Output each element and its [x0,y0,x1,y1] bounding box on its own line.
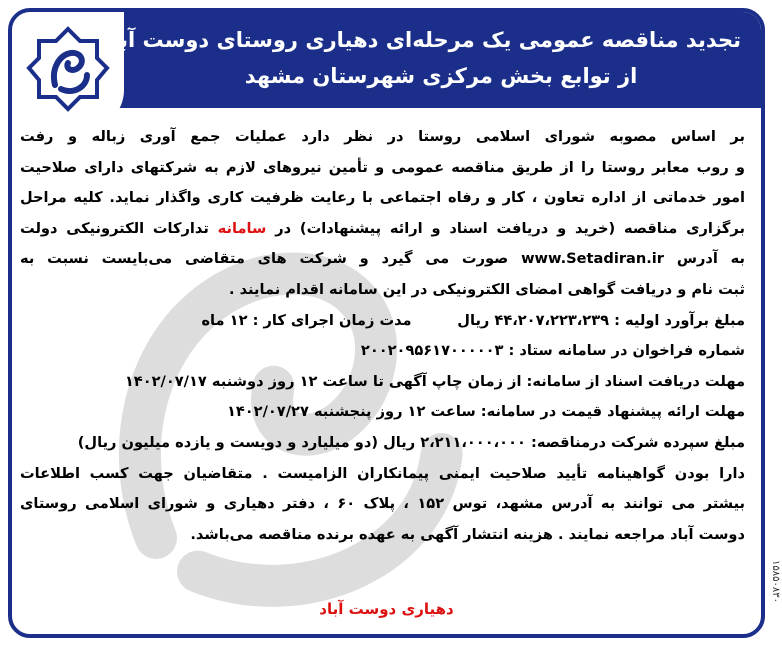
header-title-line-2: از توابع بخش مرکزی شهرستان مشهد [244,64,638,88]
samaneh-highlight: سامانه [217,219,267,237]
body-line-4-start: برگزاری مناقصه (خرید و دریافت اسناد و ارائه پیشنهادات) در [275,219,745,237]
body-line-3: امور خدماتی از اداره تعاون ، کار و رفاه اجتماعی با رعایت ظرفیت کاری واگذار نماید. کلیه مراحل [20,189,745,207]
body-line-1: بر اساس مصوبه شورای اسلامی روستا در نظر دارد عملیات جمع آوری زباله و رفت [20,128,745,145]
document-deadline-line: مهلت دریافت اسناد از سامانه: از زمان چاپ آگهی تا ساعت ۱۲ روز دوشنبه ۱۴۰۲/۰۷/۱۷ [124,372,745,390]
estimate-line: مبلغ برآورد اولیه : ۴۴،۲۰۷،۲۲۳،۲۳۹ ریال مدت زمان اجرای کار : ۱۲ ماه [201,311,745,329]
municipality-emblem-icon [25,25,111,117]
closing-line-2: بیشتر می توانند به آدرس مشهد، توس ۱۵۲ ، پلاک ۶۰ ، دفتر دهیاری و شورای اسلامی روستای [20,495,746,513]
announcement-body [20,122,745,550]
body-line-5 [20,244,745,275]
body-line-4-end: تدارکات الکترونیکی دولت [20,219,209,237]
side-code: ۱۵۸۵۰۸۳۰ [770,560,781,603]
setadiran-url: www.Setadiran.ir [521,250,664,268]
body-line-5-end: صورت می گیرد و شرکت های متقاضی می‌بایست نسبت به [20,250,509,268]
signature: دهیاری دوست آباد [319,600,454,618]
tender-number-line: شماره فراخوان در سامانه ستاد : ۲۰۰۲۰۹۵۶۱۷۰۰۰۰۰۳ [360,342,745,360]
closing-line-3: دوست آباد مراجعه نمایند . هزینه انتشار آگهی به عهده برنده مناقصه می‌باشد. [190,525,745,543]
body-line-4 [20,214,745,245]
body-line-6: ثبت نام و دریافت گواهی امضای الکترونیکی در این سامانه اقدام نمایند . [228,280,745,298]
header-title-line-1: تجدید مناقصه عمومی یک مرحله‌ای دهیاری روستای دوست آباد [101,28,741,52]
header-title [101,22,741,94]
body-line-5-start: به آدرس [676,250,745,268]
body-line-2: و روب معابر روستا را از طریق مناقصه عمومی و تأمین نیروهای لازم به شرکتهای دارای صلاحیت [20,158,745,176]
closing-line-1: دارا بودن گواهینامه تأیید صلاحیت ایمنی پیمانکاران الزامیست . متقاضیان جهت کسب اطلاعات [20,464,745,482]
deposit-line: مبلغ سپرده شرکت درمناقصه: ۲،۲۱۱،۰۰۰،۰۰۰ ریال (دو میلیارد و دویست و یازده میلیون ریال) [77,433,745,451]
advertisement-frame [8,8,765,638]
bid-deadline-line: مهلت ارائه پیشنهاد قیمت در سامانه: ساعت ۱۲ روز پنجشنبه ۱۴۰۲/۰۷/۲۷ [226,403,745,421]
